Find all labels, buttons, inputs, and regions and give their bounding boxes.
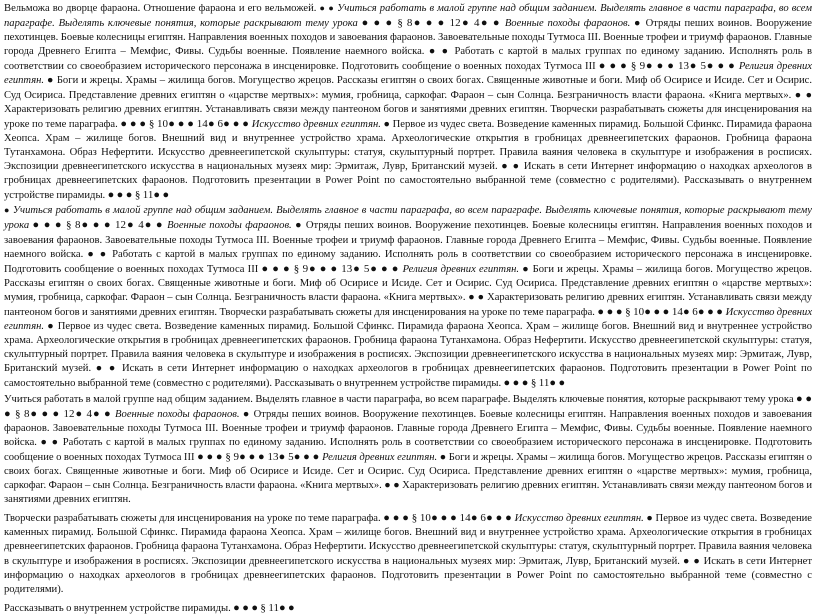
section-reference: ● ● ● § 8● ● ● 12● 4● ● [32,219,168,232]
lesson-content: ● Отряды пеших воинов. Вооружение пехотинцев. Боевые колесницы египтян. Направления военных походов и завоевания фараонов. Завоевательные походы Тутмоса III. Военные трофеи и триумф фараонов. Главные города Древнего Египта – Мемфис, Фивы. Судьбы военные. Появление наемного войска. [4,408,813,448]
learning-activity: ● ● Работать с картой в малых группах по единому заданию. Исполнять роль в соответствии со своеобразием исторического персонажа в инсценировке. Подготовить сообщение о военных походах Тутмоса III [4,248,812,275]
lesson-topic: Искусство древних египтян. [514,513,644,525]
lesson-content: ● Отряды пеших воинов. Вооружение пехотинцев. Боевые колесницы египтян. Направления военных походов и завоевания фараонов. Завоевательные походы Тутмоса III. Военные трофеи и триумф фараонов. Главные города Древнего Египта – Мемфис, Фивы. Судьбы военные. Появление наемного войска. [4,18,812,58]
learning-activity: Рассказывать о внутреннем устройстве пирамиды. [4,602,231,614]
lesson-topic: Вельможа во дворце фараона. Отношение фараона и его вельможей. [4,3,317,14]
learning-activity: ● ● Искать в сети Интернет информацию о находках археологов в гробницах древнеегипетских фараонов. Подготовить презентации в Power Point по самостоятельно выбранной теме (совместно с родителями). Рассказывать о внутреннем устройстве пирамиды. [4,363,812,390]
section-reference: ● ● ● § 9● ● ● 13● 5● ● ● [598,60,739,73]
text-block-1 [4,1,812,203]
section-reference: ● ● ● § 11● ● [503,377,566,390]
lesson-topic: Искусство древних египтян. [251,118,381,130]
learning-activity: ● ● Работать с картой в малых группах по единому заданию. Исполнять роль в соответствии со своеобразием исторического персонажа в инсценировке. Подготовить сообщение о военных походах Тутмоса III [4,46,812,73]
learning-activity: ● ● Характеризовать религию древних египтян. Устанавливать связи между пантеоном богов и занятиями древних египтян. [4,480,813,506]
section-reference: ● ● ● § 11● ● [107,189,170,202]
lesson-content: ● Боги и жрецы. Храмы – жилища богов. Могущество жрецов. Рассказы египтян о своих богах. Священные животные и боги. Миф об Осирисе и Исиде. Сет и Осирис. Суд Осириса. Представление древних египтян о «царстве мертвых»: мумия, гробница, саркофаг. Фараон – сын Солнца. Безграничность власти фараона. «Книга мертвых». [4,451,813,492]
section-reference: ● ● ● § 10● ● ● 14● 6● ● ● [597,305,726,318]
learning-activity: ● ● Работать с картой в малых группах по единому заданию. Исполнять роль в соответствии со своеобразием исторического персонажа в инсценировке. Подготовить сообщение о военных походах Тутмоса III [4,436,812,463]
section-reference: ● ● ● § 10● ● ● 14● 6● ● ● [120,117,252,130]
lesson-topic: Религия древних египтян. [4,61,813,87]
learning-activity: Учиться работать в малой группе над общим заданием. Выделять главное в части параграфа, во всем параграфе. Выделять ключевые понятия, которые раскрывают тему урока [4,205,812,232]
section-reference: ● ● ● § 8● ● ● 12● 4● ● [361,17,505,30]
learning-activity: ● ● Искать в сети Интернет информацию о находках археологов в гробницах древнеегипетских фараонов. Подготовить презентации в Power Point по самостоятельно выбранной теме (совместно с родителями). [4,555,812,595]
lesson-topic: Искусство древних египтян. [4,306,813,333]
section-reference: ● ● ● § 10● ● ● 14● 6● ● ● [383,512,515,525]
lesson-content: ● Первое из чудес света. Возведение каменных пирамид. Большой Сфинкс. Пирамида фараона Хеопса. Храм – жилище богов. Внешний вид и внутреннее устройство храма. Археологические открытия в гробницах древнеегипетских фараонов. Гробница фараона Тутанхамона. Образ Нефертити. Искусство древнеегипетской скульптуры: статуя, скульптурный портрет. Правила ваяния человека в скульптуре и изображения в росписях. Экспозиции древнеегипетского искусства в национальных музеях мир: Эрмитаж, Лувр, Британский музей. [4,321,812,375]
learning-activity: Творчески разрабатывать сюжеты для инсценирования на уроке по теме параграфа. [4,513,381,525]
text-block-5 [4,601,812,616]
learning-activity: ● ● Характеризовать религию древних египтян. Устанавливать связи между пантеоном богов и занятиями древних египтян. Творчески разрабатывать сюжеты для инсценирования на уроке по теме параграфа. [4,291,812,318]
lesson-content: ● Боги и жрецы. Храмы – жилища богов. Могущество жрецов. Рассказы египтян о своих богах. Священные животные и боги. Миф об Осирисе и Исиде. Сет и Осирис. Суд Осириса. Представление древних египтян о «царстве мертвых»: мумия, гробница, саркофаг. Фараон – сын Солнца. Безграничность власти фараона. «Книга мертвых». [4,263,813,303]
lesson-content: ● Отряды пеших воинов. Вооружение пехотинцев. Боевые колесницы египтян. Направления военных походов и завоевания фараонов. Завоевательные походы Тутмоса III. Военные трофеи и триумф фараонов. Главные города Древнего Египта – Мемфис, Фивы. Судьбы военные. Появление наемного войска. [4,220,812,260]
lesson-content: ● Боги и жрецы. Храмы – жилища богов. Могущество жрецов. Рассказы египтян о своих богах. Священные животные и боги. Миф об Осирисе и Исиде. Сет и Осирис. Суд Осириса. Представление древних египтян о «царстве мертвых»: мумия, гробница, саркофаг. Фараон – сын Солнца. Безграничность власти фараона. «Книга мертвых». [4,75,812,101]
lesson-content: ● Первое из чудес света. Возведение каменных пирамид. Большой Сфинкс. Пирамида фараона Хеопса. Храм – жилище богов. Внешний вид и внутреннее устройство храма. Археологические открытия в гробницах древнеегипетских фараонов. Гробница фараона Тутанхамона. Образ Нефертити. Искусство древнеегипетской скульптуры: статуя, скульптурный портрет. Правила ваяния человека в скульптуре и изображения в росписях. Экспозиции древнеегипетского искусства в национальных музеях мир: Эрмитаж, Лувр, Британский музей. [4,513,812,567]
lesson-topic: Военные походы фараонов. [115,408,240,420]
section-reference: ● ● ● § 11● ● [233,601,295,614]
learning-activity: ● ● Характеризовать религию древних египтян. Устанавливать связи между пантеоном богов и занятиями древних египтян. Творчески разрабатывать сюжеты для инсценирования на уроке по теме параграфа. [4,89,812,130]
text-block-3 [4,392,812,508]
text-block-2 [4,203,812,391]
bullet-marks: ● ● [319,3,338,13]
lesson-topic: Военные походы фараонов. [167,220,292,232]
section-reference: ● ● ● § 9● ● ● 13● 5● ● ● [197,450,323,463]
learning-activity: ● ● Искать в сети Интернет информацию о находках археологов в гробницах древнеегипетских фараонов. Подготовить презентации в Power Point по самостоятельно выбранной теме (совместно с родителями). Рассказывать о внутреннем устройстве пирамиды. [4,161,812,202]
text-block-4 [4,511,812,597]
lesson-topic: Военные походы фараонов. [504,18,631,30]
bullet-marks: ● [4,205,13,216]
learning-activity: Учиться работать в малой группе над общим заданием. Выделять главное в части параграфа, во всем параграфе. Выделять ключевые понятия, которые раскрывают тему урока [4,393,794,405]
lesson-topic: Религия древних египтян. [402,263,520,275]
lesson-content: ● Первое из чудес света. Возведение каменных пирамид. Большой Сфинкс. Пирамида фараона Хеопса. Храм – жилище богов. Внешний вид и внутреннее устройство храма. Археологические открытия в гробницах древнеегипетских фараонов. Гробница фараона Тутанхамона. Образ Нефертити. Искусство древнеегипетской скульптуры: статуя, скульптурный портрет. Правила ваяния человека в скульптуре и изображения в росписях. Экспозиции древнеегипетского искусства в национальных музеях мир: Эрмитаж, Лувр, Британский музей. [4,118,813,173]
section-reference: ● ● ● § 9● ● ● 13● 5● ● ● [261,262,403,275]
section-reference: ● ● ● § 8● ● ● 12● 4● ● [4,392,812,420]
learning-activity: Учиться работать в малой группе над общим заданием. Выделять главное в части параграфа, во всем параграфе. Выделять ключевые понятия, которые раскрывают тему урока [4,3,812,30]
lesson-topic: Религия древних египтян. [322,451,438,463]
